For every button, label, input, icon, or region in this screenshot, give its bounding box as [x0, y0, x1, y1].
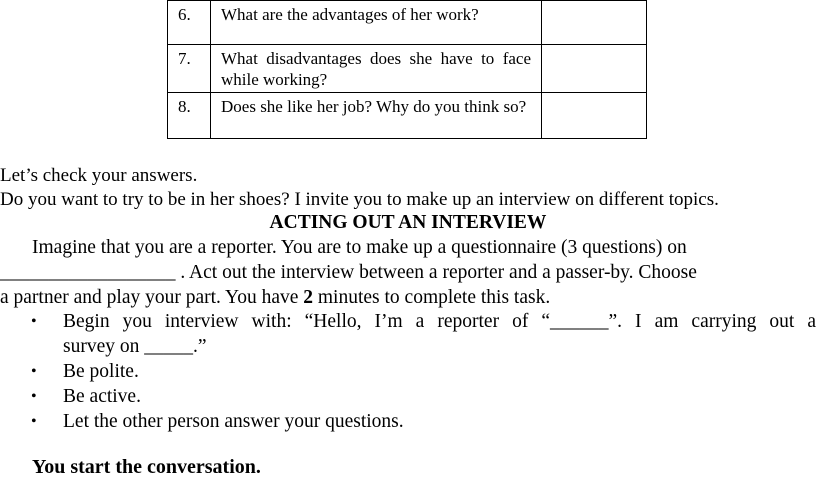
table-row	[168, 93, 647, 139]
task-line-2-text: . Act out the interview between a reporter and a passer-by. Choose	[180, 262, 697, 283]
bullet-4-text: Let the other person answer your questions.	[63, 411, 404, 432]
invite-text: Do you want to try to be in her shoes? I invite you to make up an interview on different topics.	[0, 189, 719, 210]
row-question: What are the advantages of her work?	[211, 1, 542, 45]
closing-text: You start the conversation.	[32, 456, 261, 478]
bullet-3-text: Be active.	[63, 386, 141, 407]
bullet-icon: •	[31, 363, 37, 380]
bullet-icon: •	[31, 413, 37, 430]
table-row	[168, 1, 647, 45]
bullet-2-text: Be polite.	[63, 361, 139, 382]
row-number: 6.	[168, 1, 211, 45]
task-line-3-pre: a partner and play your part. You have	[0, 287, 304, 308]
row-question: Does she like her job? Why do you think so?	[211, 93, 542, 139]
row-answer-cell	[542, 93, 647, 139]
bullet-1-line-2: survey on _____.”	[63, 336, 207, 357]
row-answer-cell	[542, 1, 647, 45]
list-item	[0, 384, 816, 409]
minutes-number: 2	[303, 287, 313, 308]
questions-table	[167, 0, 647, 139]
list-item	[0, 409, 816, 434]
bullet-1-line-1: Begin you interview with: “Hello, I’m a reporter of “______”. I am carrying out a	[63, 311, 816, 332]
row-number: 7.	[168, 45, 211, 93]
topic-blank: __________________	[0, 262, 176, 283]
row-number: 8.	[168, 93, 211, 139]
check-answers-text: Let’s check your answers.	[0, 165, 198, 186]
list-item	[0, 359, 816, 384]
task-line-1: Imagine that you are a reporter. You are to make up a questionnaire (3 questions) on	[32, 237, 687, 258]
row-answer-cell	[542, 45, 647, 93]
task-line-3-post: minutes to complete this task.	[313, 287, 551, 308]
task-line-2	[0, 260, 697, 285]
list-item	[0, 309, 816, 359]
table-row	[168, 45, 647, 93]
row-question: What disadvantages does she have to face while working?	[211, 45, 542, 93]
bullet-icon: •	[31, 388, 37, 405]
bullet-icon: •	[31, 313, 37, 330]
section-heading: ACTING OUT AN INTERVIEW	[269, 212, 547, 233]
instruction-list	[0, 309, 816, 434]
task-line-3	[0, 285, 550, 310]
